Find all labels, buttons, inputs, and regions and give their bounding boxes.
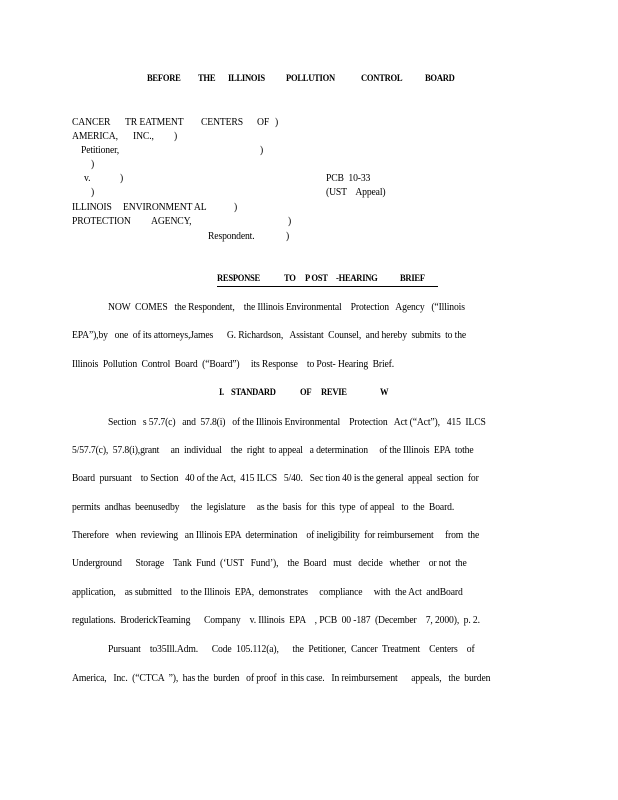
caption-text: v. (84, 173, 91, 184)
caption-paren: ) (260, 145, 264, 156)
caption-text: AMERICA, (72, 131, 118, 142)
body-line: application, as submitted to the Illinois EPA, demonstrates compliance with the Act andBoard (72, 587, 463, 598)
body-line: Therefore when reviewing an Illinois EPA determination of ineligibility for reimbursement from the (72, 530, 480, 541)
section-word: OF (300, 388, 312, 398)
caption-paren: ) (288, 216, 292, 227)
caption-text: Petitioner, (81, 145, 120, 156)
title-word: -HEARING (336, 274, 378, 284)
section-word: W (380, 388, 389, 398)
caption-paren: ) (174, 131, 178, 142)
title-word: P OST (305, 274, 328, 284)
section-number: I. (219, 388, 224, 398)
title-word: TO (284, 274, 296, 284)
body-line: NOW COMES the Respondent, the Illinois Environmental Protection Agency (“Illinois (108, 302, 465, 313)
body-line: America, Inc. (“CTCA ”), has the burden of proof in this case. In reimbursement appeals, the burden (72, 673, 491, 684)
body-line: EPA”),by one of its attorneys,James G. Richardson, Assistant Counsel, and hereby submits to the (72, 330, 467, 341)
body-line: Board pursuant to Section 40 of the Act, 415 ILCS 5/40. Sec tion 40 is the general appeal section for (72, 473, 479, 484)
case-type: (UST Appeal) (326, 187, 386, 198)
body-line: Pursuant to35Ill.Adm. Code 105.112(a), the Petitioner, Cancer Treatment Centers of (108, 644, 475, 655)
caption-paren: ) (91, 159, 95, 170)
heading-word: THE (198, 74, 216, 84)
caption-paren: ) (286, 231, 290, 242)
body-line: Underground Storage Tank Fund (‘UST Fund’), the Board must decide whether or not the (72, 558, 467, 569)
title-word: BRIEF (400, 274, 425, 284)
caption-text: ENVIRONMENT AL (123, 202, 207, 213)
section-word: STANDARD (231, 388, 276, 398)
heading-word: ILLINOIS (228, 74, 265, 84)
case-number: PCB 10-33 (326, 173, 371, 184)
caption-paren: ) (120, 173, 124, 184)
body-line: Illinois Pollution Control Board (“Board”) its Response to Post- Hearing Brief. (72, 359, 395, 370)
caption-text: ILLINOIS (72, 202, 112, 213)
caption-text: CANCER (72, 117, 111, 128)
caption-text: TR EATMENT (125, 117, 184, 128)
caption-text: AGENCY, (151, 216, 192, 227)
body-line: 5/57.7(c), 57.8(i),grant an individual the right to appeal a determination of the Illinois EPA tothe (72, 445, 474, 456)
caption-text: INC., (133, 131, 154, 142)
section-word: REVIE (321, 388, 347, 398)
caption-paren: ) (91, 187, 95, 198)
caption-paren: ) (234, 202, 238, 213)
caption-text: OF (257, 117, 270, 128)
title-underline (217, 286, 438, 287)
caption-paren: ) (275, 117, 279, 128)
title-word: RESPONSE (217, 274, 260, 284)
caption-text: Respondent. (208, 231, 255, 242)
heading-word: CONTROL (361, 74, 403, 84)
body-line: permits andhas beenusedby the legislature as the basis for this type of appeal to the Board. (72, 502, 455, 513)
body-line: regulations. BroderickTeaming Company v. Illinois EPA , PCB 00 -187 (December 7, 2000), p. 2. (72, 615, 480, 626)
body-line: Section s 57.7(c) and 57.8(i) of the Illinois Environmental Protection Act (“Act”), 415 ILCS (108, 417, 486, 428)
caption-text: PROTECTION (72, 216, 131, 227)
caption-text: CENTERS (201, 117, 243, 128)
heading-word: BOARD (425, 74, 455, 84)
heading-word: POLLUTION (286, 74, 335, 84)
heading-word: BEFORE (147, 74, 181, 84)
